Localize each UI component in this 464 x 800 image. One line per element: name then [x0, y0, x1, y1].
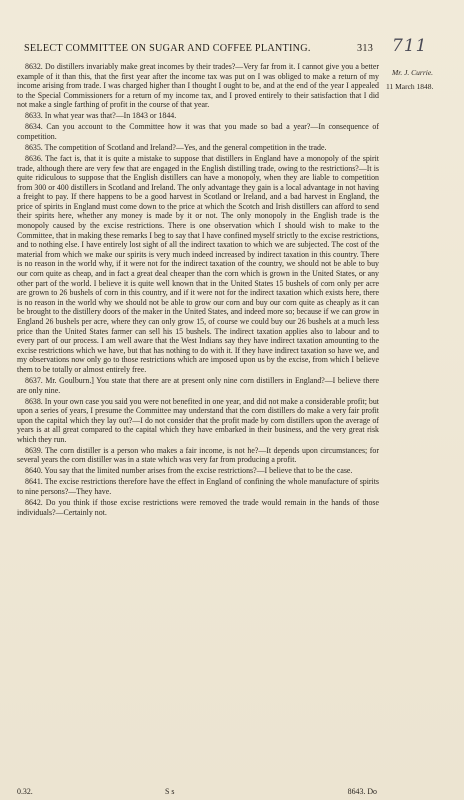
paragraph-8642: 8642. Do you think if those excise restrictions were removed the trade would remain in the hands of those individuals?—Certainly not. — [17, 498, 379, 517]
catchword: 8643. Do — [347, 787, 377, 796]
page-header — [24, 43, 374, 54]
paragraph-8635: 8635. The competition of Scotland and Ireland?—Yes, and the general competition in the trade. — [25, 142, 327, 152]
footer-reference: 0.32. — [17, 787, 33, 796]
paragraph-8640: 8640. You say that the limited number arises from the excise restrictions?—I believe that to be the case. — [25, 466, 353, 476]
handwritten-folio-number: 711 — [392, 36, 428, 56]
paragraph-8633: 8633. In what year was that?—In 1843 or 1844. — [25, 111, 177, 121]
margin-witness-name: Mr. J. Currie. — [392, 68, 434, 77]
paragraph-8632: 8632. Do distillers invariably make great incomes by their trades?—Very far from it. I cannot give you a better example of it than this, that the first year after the income tax was put on I was obliged to make a return of my income arising from trade. I was charged higher than I thought I ought to be, and at the end of the year I appealed to the Special Commissioners for a return of my income tax, and I proved entirely to their satisfaction that I did not make a single farthing of profit in the course of that year. — [17, 62, 379, 110]
paragraph-8639: 8639. The corn distiller is a person who makes a fair income, is not he?—It depends upon circumstances; for several years the corn distiller was in a state which was very far from producing a profit. — [17, 445, 379, 465]
paragraph-8641: 8641. The excise restrictions therefore have the effect in England of confining the whole manufacture of spirits to nine persons?—They have. — [17, 477, 379, 497]
testimony-body — [17, 62, 379, 519]
paragraph-8634: 8634. Can you account to the Committee how it was that you made so bad a year?—In consequence of competition. — [17, 122, 379, 141]
header-title: SELECT COMMITTEE ON SUGAR AND COFFEE PLANTING. — [24, 43, 311, 54]
page-number: 313 — [357, 43, 374, 54]
paragraph-8636: 8636. The fact is, that it is quite a mistake to suppose that distillers in England have a monopoly of the spirit trade, although there are very few that are engaged in the English distilling trade, owing to the restrictions?—It is quite ridiculous to suppose that the English distillers can have a monopoly, when they are liable to competition from 300 or 400 distillers in Scotland and Ireland. The only advantage they gain is a local advantage in not having a freight to pay. If there happens to be a good harvest in Scotland or Ireland, and a bad harvest in England, the price of spirits in England must come down to the price at which the Scotch and Irish distillers can afford to send their spirits here, whether any money is made by it or not. The only monopoly in the English trade is the monopoly caused by the excise restrictions. There is one observation which I should wish to make to the Committee, that in making these remarks I beg to say that I have confined myself strictly to the excise restrictions, and to nothing else. I have entirely lost sight of all the indirect taxation to which we are subjected. The cost of the material from which we make our spirits is very much indeed increased by indirect taxation in this country. There is no reason in the world why, if it were not for the indirect taxation of the country, we should not be able to buy our corn quite as cheap, and in fact a great deal cheaper than the corn which is grown in the United States, or any other part of the world. I believe it is quite well known that in the United States 15 bushels of corn only per acre are grown to 26 bushels of corn in this country, and if it were not for the indirect taxation which exists here, there is no reason in the world why we should not be able to grow our corn and buy our corn quite as cheaply as it can be brought to the distillery doors of the maker in the United States, and indeed more so; because if we can grow in England 26 bushels per acre, where they can only grow 15, of course we could buy our 26 bushels at a much less price than the United States farmer can sell his 15 bushels. The indirect taxation applies also to labour and to every part of our process. I am well aware that the West Indians say they have indirect taxation amounting to the excise restrictions which we have, but that has nothing to do with it. If they have indirect taxation so have we, and my observations now only go to those restrictions which are imposed upon us by the excise, from which I believe them to be totally or almost entirely free. — [17, 153, 379, 374]
signature-mark: S s — [165, 787, 175, 796]
page-footer — [17, 787, 379, 796]
margin-date: 11 March 1848. — [386, 82, 434, 91]
paragraph-8638: 8638. In your own case you said you were not benefited in one year, and did not make a considerable profit; but upon a series of years, I presume the Committee may understand that the corn distillers do make a very fair profit upon the capital which they lay out?—I do not consider that the profit made by corn distillers upon the average of years is at all great compared to the capital which they have embarked in their business, and the very great risk which they run. — [17, 396, 379, 444]
paragraph-8637: 8637. Mr. Goulburn.] You state that there are at present only nine corn distillers in England?—I believe there are only nine. — [17, 375, 379, 395]
